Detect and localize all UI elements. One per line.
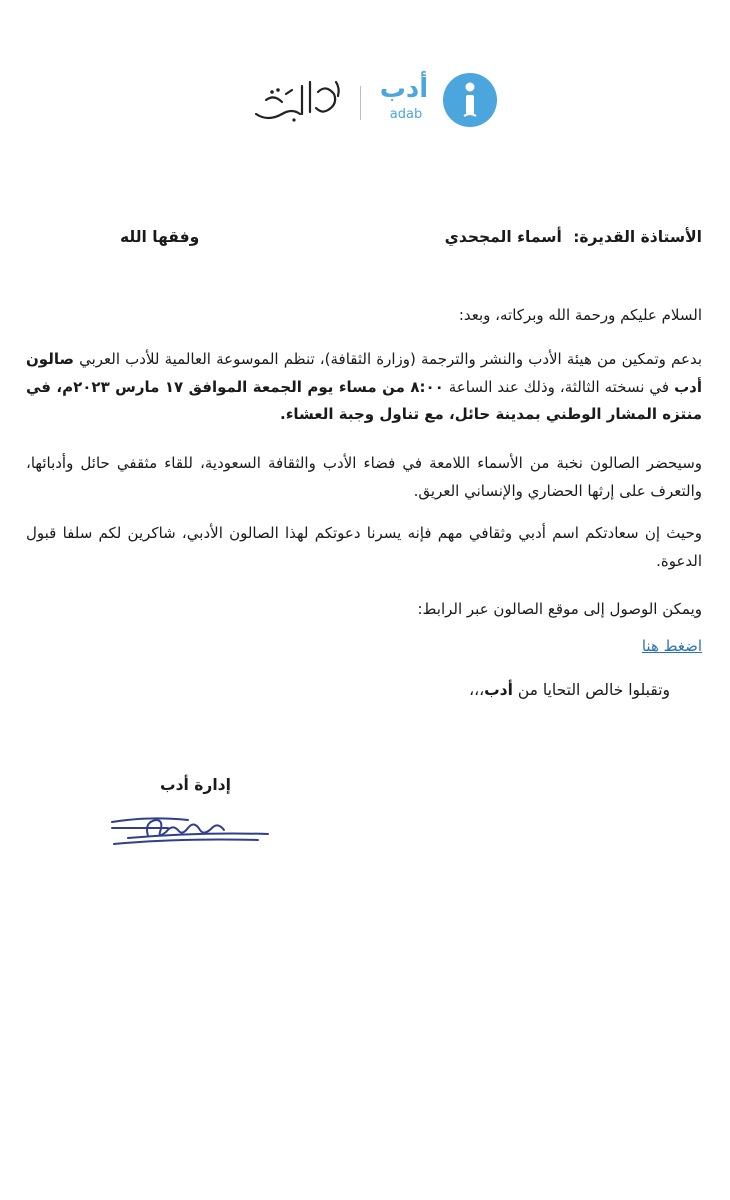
p1-datetime-location: ٨:٠٠ من مساء يوم الجمعة الموافق ١٧ مارس ٢٠٢٣م، في منتزه المشار الوطني بمدينة حائل، مع تناول وجبة العشاء. bbox=[26, 377, 702, 423]
header-logos bbox=[0, 68, 730, 138]
signature bbox=[108, 806, 272, 850]
paragraph-event-details bbox=[26, 346, 702, 429]
greeting: السلام عليكم ورحمة الله وبركاته، وبعد: bbox=[458, 306, 702, 324]
adab-logo bbox=[376, 70, 502, 132]
paragraph-invitation: وحيث إن سعادتكم اسم أدبي وثقافي مهم فإنه يسرنا دعوتكم لهذا الصالون الأدبي، شاكرين لكم سلفا قبول الدعوة. bbox=[26, 524, 702, 570]
logo-divider bbox=[360, 86, 361, 120]
link-line bbox=[642, 637, 702, 655]
addressee-title: الأستاذة القديرة: bbox=[573, 228, 702, 246]
closing-brand: أدب bbox=[484, 681, 513, 699]
addressee bbox=[445, 228, 702, 246]
management-signoff: إدارة أدب bbox=[160, 776, 231, 794]
paragraph-link-intro: ويمكن الوصول إلى موقع الصالون عبر الرابط: bbox=[417, 600, 702, 618]
click-here-link[interactable]: اضغط هنا bbox=[641, 637, 702, 655]
closing bbox=[469, 681, 670, 699]
blessing: وفقها الله bbox=[120, 228, 200, 246]
salon-calligraphy-logo bbox=[248, 74, 348, 126]
adab-logo-arabic: أدب bbox=[379, 74, 429, 104]
p1-salon-name: صالون أدب bbox=[26, 350, 702, 396]
closing-marks: ،،، bbox=[469, 681, 485, 699]
p1-middle: في نسخته الثالثة، وذلك عند الساعة bbox=[443, 377, 675, 396]
p1-intro: بدعم وتمكين من هيئة الأدب والنشر والترجمة (وزارة الثقافة)، تنظم الموسوعة العالمية للأدب العربي bbox=[73, 350, 702, 368]
adab-logo-english: adab bbox=[389, 107, 423, 122]
paragraph-attendees: وسيحضر الصالون نخبة من الأسماء اللامعة في فضاء الأدب والثقافة السعودية، للقاء مثقفي حائل وأدبائها، والتعرف على إرثها الحضاري والإنساني العريق. bbox=[26, 454, 702, 500]
closing-text: وتقبلوا خالص التحايا من bbox=[512, 681, 670, 699]
addressee-name: أسماء المجحدي bbox=[444, 228, 562, 246]
adab-mark-icon bbox=[442, 72, 498, 128]
